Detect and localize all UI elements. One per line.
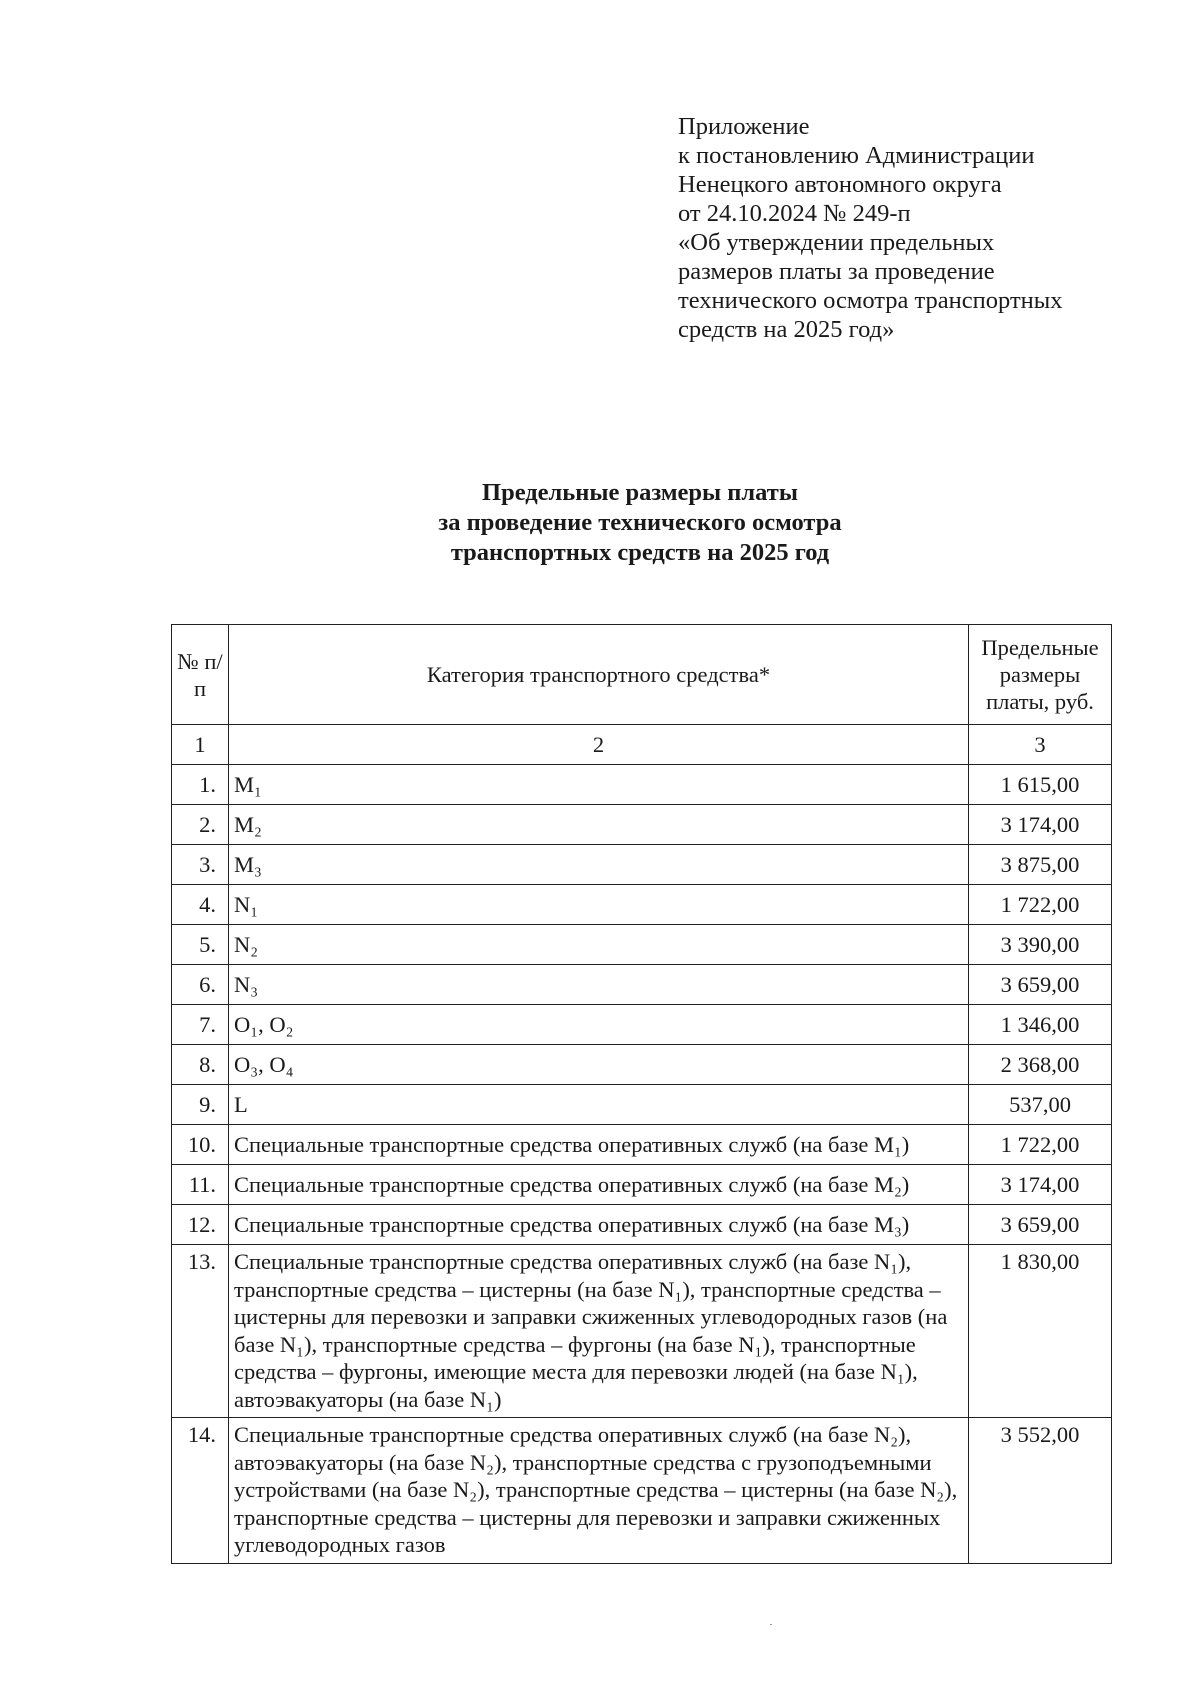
- header-category: Категория транспортного средства*: [229, 625, 969, 725]
- title-line: транспортных средств на 2025 год: [450, 539, 830, 566]
- fees-table: [171, 624, 1112, 1564]
- header-fee: Предельные размеры платы, руб.: [969, 625, 1112, 725]
- row-category: M₂: [229, 805, 969, 845]
- row-number: 11.: [172, 1165, 229, 1205]
- column-number: 3: [969, 725, 1112, 765]
- appendix-line: «Об утверждении предельных: [678, 229, 995, 256]
- row-category: Специальные транспортные средства оперативных служб (на базе N₂), автоэвакуаторы (на базе N₂), транспортные средства с грузоподъемными устройствами (на базе N₂), транспортные средства – цистерны (на базе N₂), транспортные средства – цистерны для перевозки и заправки сжиженных углеводородных газов: [229, 1418, 969, 1564]
- row-category: L: [229, 1085, 969, 1125]
- row-category: N₂: [229, 925, 969, 965]
- row-fee: 1 722,00: [969, 1125, 1112, 1165]
- row-number: 14.: [172, 1418, 229, 1564]
- row-category: O₁, O₂: [229, 1005, 969, 1045]
- row-category: M₁: [229, 765, 969, 805]
- table-row: [172, 1165, 1112, 1205]
- appendix-line: Ненецкого автономного округа: [678, 171, 1002, 198]
- row-fee: 1 830,00: [969, 1245, 1112, 1418]
- row-fee: 3 659,00: [969, 1205, 1112, 1245]
- table-row: [172, 1005, 1112, 1045]
- table-row: [172, 925, 1112, 965]
- row-fee: 3 552,00: [969, 1418, 1112, 1564]
- row-number: 9.: [172, 1085, 229, 1125]
- document-title: [0, 478, 1200, 568]
- title-line: Предельные размеры платы: [482, 479, 798, 506]
- column-number: 1: [172, 725, 229, 765]
- row-number: 5.: [172, 925, 229, 965]
- appendix-line: средств на 2025 год»: [678, 316, 895, 343]
- table-row: [172, 1125, 1112, 1165]
- row-number: 13.: [172, 1245, 229, 1418]
- appendix-line: к постановлению Администрации: [678, 142, 1035, 169]
- row-number: 8.: [172, 1045, 229, 1085]
- column-numbers-row: [172, 725, 1112, 765]
- appendix-line: Приложение: [678, 113, 810, 140]
- row-category: Специальные транспортные средства оперативных служб (на базе M₂): [229, 1165, 969, 1205]
- row-fee: 3 875,00: [969, 845, 1112, 885]
- row-fee: 3 174,00: [969, 1165, 1112, 1205]
- row-fee: 2 368,00: [969, 1045, 1112, 1085]
- appendix-line: размеров платы за проведение: [678, 258, 995, 285]
- row-number: 3.: [172, 845, 229, 885]
- row-category: Специальные транспортные средства оперативных служб (на базе M₃): [229, 1205, 969, 1245]
- row-fee: 537,00: [969, 1085, 1112, 1125]
- row-fee: 3 659,00: [969, 965, 1112, 1005]
- appendix-line: технического осмотра транспортных: [678, 287, 1063, 314]
- row-number: 6.: [172, 965, 229, 1005]
- appendix-block: [678, 112, 1138, 344]
- title-line: за проведение технического осмотра: [438, 509, 842, 536]
- row-number: 1.: [172, 765, 229, 805]
- row-fee: 3 390,00: [969, 925, 1112, 965]
- row-category: Специальные транспортные средства оперативных служб (на базе N₁), транспортные средства – цистерны (на базе N₁), транспортные средства – цистерны для перевозки и заправки сжиженных углеводородных газов (на базе N₁), транспортные средства – фургоны (на базе N₁), транспортные средства – фургоны, имеющие места для перевозки людей (на базе N₁), автоэвакуаторы (на базе N₁): [229, 1245, 969, 1418]
- table-header-row: [172, 625, 1112, 725]
- row-fee: 1 615,00: [969, 765, 1112, 805]
- row-category: N₃: [229, 965, 969, 1005]
- row-number: 7.: [172, 1005, 229, 1045]
- table-row: [172, 1245, 1112, 1418]
- table-row: [172, 1085, 1112, 1125]
- row-fee: 1 346,00: [969, 1005, 1112, 1045]
- row-category: O₃, O₄: [229, 1045, 969, 1085]
- row-category: N₁: [229, 885, 969, 925]
- scan-speck: [770, 1624, 772, 1625]
- table-row: [172, 845, 1112, 885]
- row-number: 4.: [172, 885, 229, 925]
- table-row: [172, 1418, 1112, 1564]
- table-row: [172, 765, 1112, 805]
- row-category: Специальные транспортные средства оперативных служб (на базе M₁): [229, 1125, 969, 1165]
- table-row: [172, 885, 1112, 925]
- table-row: [172, 1205, 1112, 1245]
- row-number: 10.: [172, 1125, 229, 1165]
- row-number: 2.: [172, 805, 229, 845]
- appendix-line: от 24.10.2024 № 249-п: [678, 200, 911, 227]
- row-fee: 1 722,00: [969, 885, 1112, 925]
- table-row: [172, 965, 1112, 1005]
- row-number: 12.: [172, 1205, 229, 1245]
- column-number: 2: [229, 725, 969, 765]
- table-row: [172, 1045, 1112, 1085]
- table-row: [172, 805, 1112, 845]
- row-fee: 3 174,00: [969, 805, 1112, 845]
- row-category: M₃: [229, 845, 969, 885]
- header-number: № п/п: [172, 625, 229, 725]
